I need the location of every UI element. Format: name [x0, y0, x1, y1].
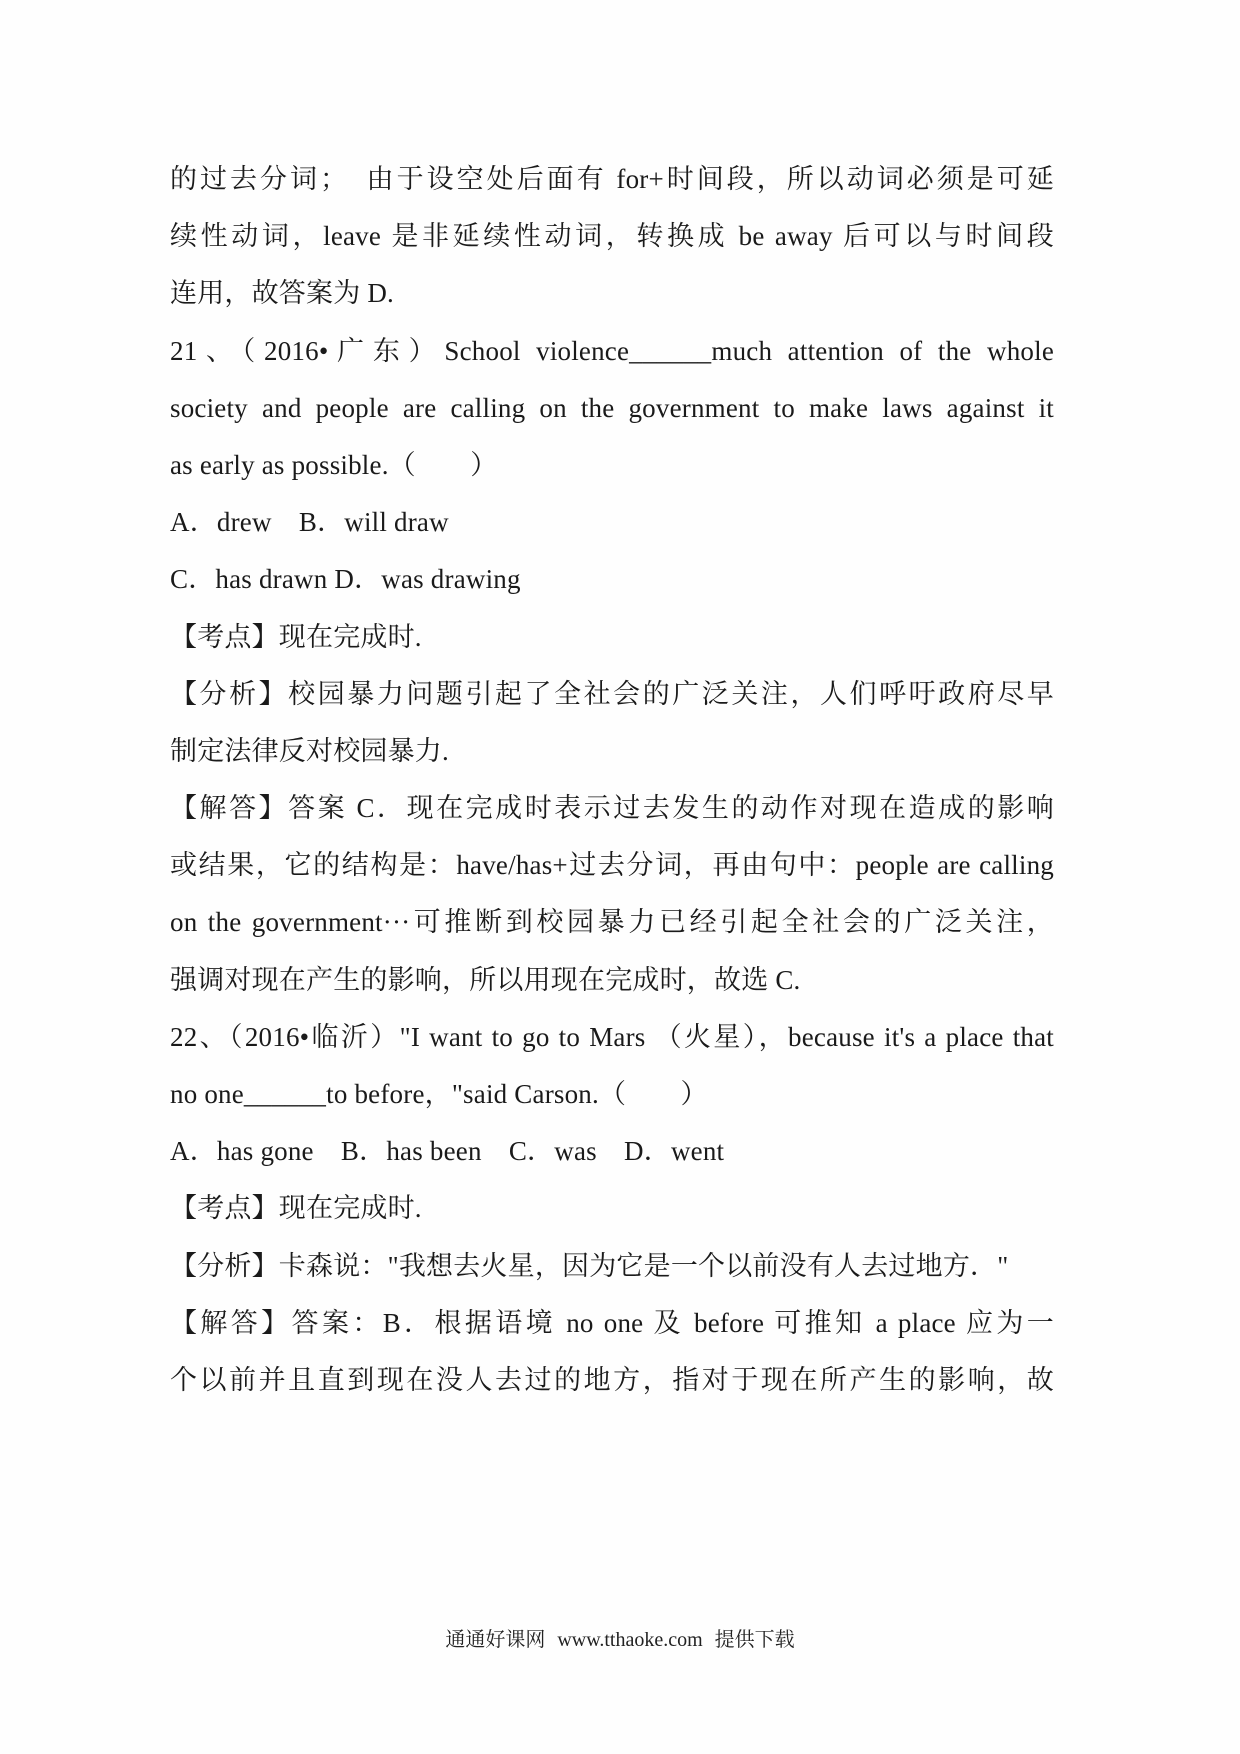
question21-jieda-line-1: 【解答】答案 C．现在完成时表示过去发生的动作对现在造成的影响: [170, 793, 1054, 824]
question22-fenxi-line-1: 【分析】卡森说："我想去火星，因为它是一个以前没有人去过地方．": [170, 1250, 1009, 1281]
question21-stem-line-1: 21、（2016•广东）School violence______much attention of the whole: [170, 335, 1054, 366]
question21-stem-line-3: as early as possible.（ ）: [170, 449, 498, 480]
question21-fenxi-line-1: 【分析】校园暴力问题引起了全社会的广泛关注，人们呼吁政府尽早: [170, 678, 1054, 709]
question21-jieda-line-3: on the government···可推断到校园暴力已经引起全社会的广泛关注，: [170, 907, 1054, 938]
footer-url: www.tthaoke.com: [557, 1629, 703, 1651]
prev-answer-line-2: 续性动词，leave 是非延续性动词，转换成 be away 后可以与时间段: [170, 221, 1054, 252]
question21-stem-line-2: society and people are calling on the government to make laws against it: [170, 392, 1054, 423]
question22-options: A．has gone B．has been C．was D．went: [170, 1136, 725, 1167]
question22-jieda-line-2: 个以前并且直到现在没人去过的地方，指对于现在所产生的影响，故: [170, 1364, 1054, 1395]
footer-suffix: 提供下载: [714, 1629, 795, 1651]
question21-fenxi-line-2: 制定法律反对校园暴力.: [170, 735, 449, 766]
document-body: [170, 151, 1054, 1409]
question22-stem-line-1: 22、（2016•临沂）"I want to go to Mars （火星），because it's a place that: [170, 1021, 1054, 1052]
prev-answer-line-1: 的过去分词； 由于设空处后面有 for+时间段，所以动词必须是可延: [170, 164, 1054, 194]
question21-options-ab: A．drew B．will draw: [170, 507, 449, 538]
question21-jieda-line-4: 强调对现在产生的影响，所以用现在完成时，故选 C.: [170, 964, 801, 995]
question22-stem-line-2: no one______to before，"said Carson.（ ）: [170, 1079, 708, 1109]
question21-options-cd: C．has drawn D．was drawing: [170, 564, 521, 595]
footer-site-name: 通通好课网: [445, 1629, 546, 1651]
page-footer: [0, 1616, 1240, 1664]
question22-jieda-line-1: 【解答】答案：B．根据语境 no one 及 before 可推知 a place 应为一: [170, 1307, 1054, 1338]
question21-jieda-line-2: 或结果，它的结构是：have/has+过去分词，再由句中：people are calling: [170, 850, 1054, 881]
prev-answer-line-3: 连用，故答案为 D.: [170, 278, 394, 309]
question21-kaodian: 【考点】现在完成时.: [170, 621, 422, 652]
question22-kaodian: 【考点】现在完成时.: [170, 1193, 422, 1224]
